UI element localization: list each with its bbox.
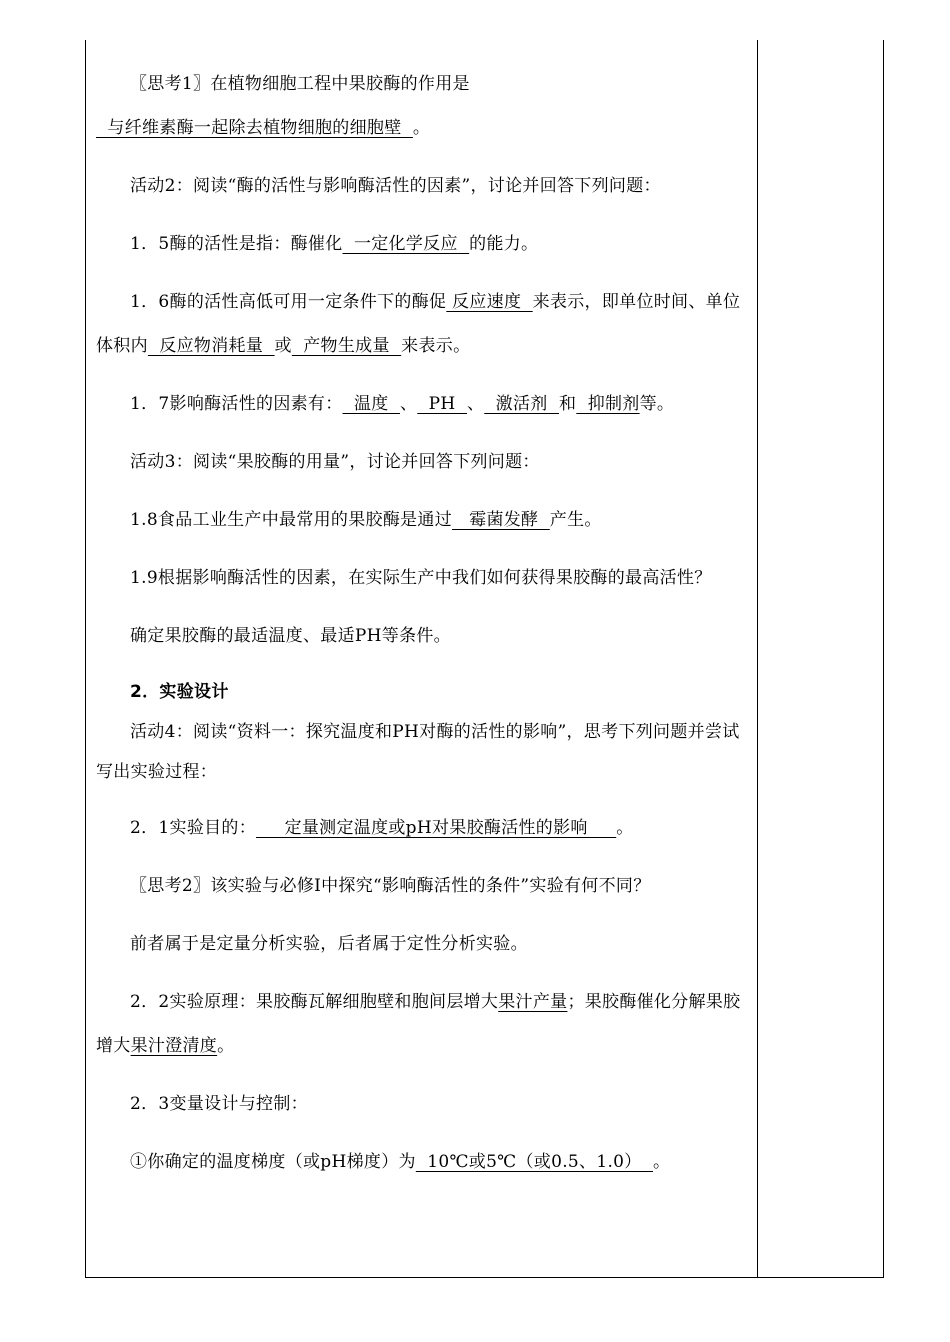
q23-paragraph: 2．3变量设计与控制：	[130, 1094, 308, 1114]
q18-end: 产生。	[549, 510, 602, 530]
q22-text: 2．2实验原理：果胶酶瓦解细胞壁和胞间层增大	[130, 992, 499, 1012]
q17-answer3: 激活剂	[484, 394, 559, 414]
q17-sep2: 、	[466, 394, 485, 414]
q16-end: 来表示。	[401, 336, 471, 356]
q16-answer2: 反应物消耗量	[147, 336, 275, 356]
column-divider	[757, 40, 758, 1278]
q18-paragraph	[96, 498, 748, 542]
q17-text: 1．7影响酶活性的因素有：	[130, 394, 343, 414]
q15-answer: 一定化学反应	[342, 234, 470, 254]
q17-answer1: 温度	[342, 394, 400, 414]
q22-text2: ；果胶酶催化分解果胶增大	[96, 992, 741, 1056]
q16-text: 1．6酶的活性高低可用一定条件下的酶促	[130, 292, 447, 312]
q15-end: 的能力。	[469, 234, 539, 254]
q17-sep1: 、	[399, 394, 418, 414]
q16-paragraph	[96, 280, 748, 368]
answer19-paragraph: 确定果胶酶的最适温度、最适PH等条件。	[130, 626, 451, 646]
q17-and: 和	[558, 394, 577, 414]
q16-answer3: 产物生成量	[291, 336, 402, 356]
q16-or: 或	[274, 336, 292, 356]
q22-paragraph	[96, 980, 748, 1068]
q21-text: 2．1实验目的：	[130, 818, 257, 838]
document-content	[96, 62, 748, 1184]
q23-1-answer: 10℃或5℃（或0.5、1.0）	[415, 1152, 653, 1172]
activity3-paragraph: 活动3：阅读“果胶酶的用量”，讨论并回答下列问题：	[130, 452, 540, 472]
q18-answer: 霉菌发酵	[452, 510, 550, 530]
q21-end: 。	[616, 818, 634, 838]
q22-end: 。	[217, 1036, 235, 1056]
activity4-paragraph: 活动4：阅读“资料一：探究温度和PH对酶的活性的影响”，思考下列问题并尝试写出实验过程：	[96, 722, 740, 782]
think1-answer: 与纤维素酶一起除去植物细胞的细胞壁	[96, 118, 413, 138]
q16-text2: 来表示，即单位时间、单位体积内	[96, 292, 741, 356]
q15-paragraph	[96, 222, 748, 266]
q21-answer: 定量测定温度或pH对果胶酶活性的影响	[256, 818, 617, 838]
think2-paragraph: 〖思考2〗该实验与必修Ⅰ中探究“影响酶活性的条件”实验有何不同？	[130, 876, 651, 896]
answer-think2-paragraph: 前者属于是定量分析实验，后者属于定性分析实验。	[130, 934, 528, 954]
q17-paragraph	[96, 382, 748, 426]
q21-paragraph	[96, 806, 748, 850]
q23-1-paragraph	[96, 1140, 748, 1184]
q17-answer2: PH	[417, 394, 467, 414]
q16-answer1: 反应速度	[446, 292, 533, 312]
think1-paragraph	[96, 62, 748, 150]
q15-text: 1．5酶的活性是指：酶催化	[130, 234, 343, 254]
q18-text: 1.8食品工业生产中最常用的果胶酶是通过	[130, 510, 453, 530]
q22-answer2: 果汁澄清度	[130, 1036, 218, 1056]
activity2-paragraph: 活动2：阅读“酶的活性与影响酶活性的因素”，讨论并回答下列问题：	[130, 176, 661, 196]
q22-answer1: 果汁产量	[498, 992, 568, 1012]
think1-text: 〖思考1〗在植物细胞工程中果胶酶的作用是	[130, 74, 470, 94]
q17-end: 等。	[639, 394, 675, 414]
q19-paragraph: 1.9根据影响酶活性的因素，在实际生产中我们如何获得果胶酶的最高活性？	[130, 568, 712, 588]
q17-answer4: 抑制剂	[576, 394, 640, 414]
q23-1-text: ①你确定的温度梯度（或pH梯度）为	[130, 1152, 416, 1172]
q23-1-end: 。	[652, 1152, 671, 1172]
section-heading: 2．实验设计	[130, 682, 229, 702]
think1-end: 。	[412, 118, 431, 138]
